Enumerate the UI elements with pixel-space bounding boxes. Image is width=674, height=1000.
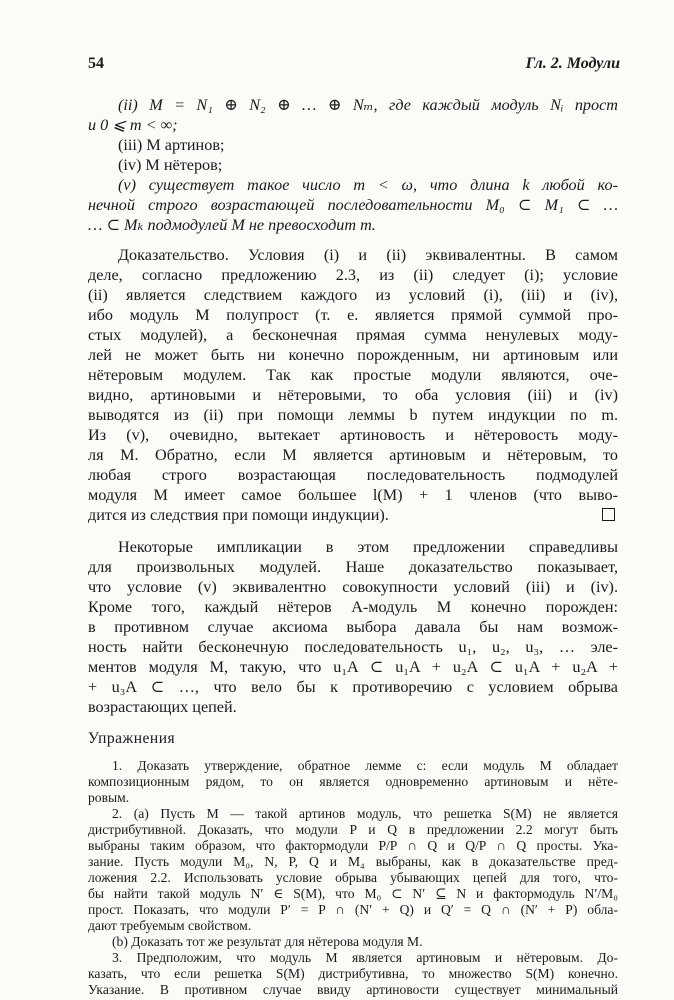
condition-v: (v) существует такое число m < ω, что длина k любой ко- [118,176,618,194]
proof-line: стых модулей), а бесконечная прямая сумма ненулевых моду- [88,326,618,344]
exercise-line: дают требуемым свойством. [88,918,252,933]
remark-line: + u₃A ⊂ …, что вело бы к противоречию с условием обрыва [88,678,618,696]
proof-line: Доказательство. Условия (i) и (ii) эквивалентны. В самом [118,246,618,264]
proof-line: видно, артиновыми и нётеровыми, то оба условия (iii) и (iv) [88,386,618,404]
exercises-heading: Упражнения [88,730,176,747]
remark-line: Кроме того, каждый нётеров A-модуль M конечно порожден: [88,598,618,616]
page-number: 54 [88,55,104,72]
proof-line: лей не может быть ни конечно порожденным, ни артиновым или [88,346,618,364]
proof-line: (ii) является следствием каждого из условий (i), (iii) и (iv), [88,286,618,304]
condition-v-end: … ⊂ Mₖ подмодулей M не превосходит m. [88,216,376,234]
exercise-line: бы найти такой модуль N′ ∈ S(M), что M₀ ⊂ N′ ⊆ N и фактормодуль N′/M₀ [88,886,618,901]
exercise-line: 1. Доказать утверждение, обратное лемме c: если модуль M обладает [112,758,618,773]
remark-line: возрастающих цепей. [88,698,237,716]
proof-line: деле, согласно предложению 2.3, из (ii) следует (i); условие [88,266,618,284]
remark-line: ментов модуля M, такую, что u₁A ⊂ u₁A + u₂A ⊂ u₁A + u₂A + [88,658,618,676]
condition-iii: (iii) M артинов; [118,136,225,154]
exercise-line: выбраны таким образом, что фактормодули P/P ∩ Q и Q/P ∩ Q просты. Ука- [88,838,618,853]
exercise-line: казать, что если решетка S(M) дистрибутивна, то множество S(M) конечно. [88,966,618,981]
proof-line: дится из следствия при помощи индукции). [88,506,389,524]
proof-line: Из (v), очевидно, вытекает артиновость и нётеровость моду- [88,426,618,444]
proof-line: нётеровым модулем. Так как простые модули являются, оче- [88,366,618,384]
exercise-line: Указание. В противном случае ввиду артиновости существует минимальный [88,982,618,997]
exercise-line: (b) Доказать тот же результат для нётерова модуля M. [112,934,423,949]
exercise-line: композиционным рядом, то он является одновременно артиновым и нёте- [88,774,618,789]
proof-line: выводятся из (ii) при помощи леммы b путем индукции по m. [88,406,618,424]
exercise-line: дистрибутивной. Доказать, что модули P и Q в предложении 2.2 могут быть [88,822,618,837]
proof-line: модуля M имеет самое большее l(M) + 1 членов (что выво- [88,486,618,504]
remark-line: в противном случае аксиома выбора давала бы нам возмож- [88,618,618,636]
remark-line: для произвольных модулей. Наше доказательство показывает, [88,558,618,576]
exercise-line: ровым. [88,790,130,805]
proof-line: любая строго возрастающая последовательность подмодулей [88,466,618,484]
exercise-line: прост. Показать, что модули P′ = P ∩ (N′ + Q) и Q′ = Q ∩ (N′ + P) обла- [88,902,618,917]
exercise-line: ложения 2.2. Использовать условие обрыва убывающих цепей для того, что- [88,870,618,885]
exercise-line: 3. Предположим, что модуль M является артиновым и нётеровым. До- [112,950,618,965]
proof-line: ибо модуль M полупрост (т. е. является прямой суммой про- [88,306,618,324]
running-head: Гл. 2. Модули [525,55,620,72]
exercise-line: зание. Пусть модули M₀, N, P, Q и M₄ выбраны, как в доказательстве пред- [88,854,618,869]
proof-line: ля M. Обратно, если M является артиновым и нётеровым, то [88,446,618,464]
qed-square-icon [602,508,615,521]
exercise-line: 2. (a) Пусть M — такой артинов модуль, что решетка S(M) не является [112,806,618,821]
condition-ii-cont: и 0 ⩽ m < ∞; [88,116,178,134]
condition-ii: (ii) M = N₁ ⊕ N₂ ⊕ … ⊕ Nₘ, где каждый модуль Nᵢ прост [118,96,618,114]
remark-line: Некоторые импликации в этом предложении справедливы [118,538,618,556]
remark-line: что условие (v) эквивалентно совокупности условий (iii) и (iv). [88,578,618,596]
condition-v-cont: нечной строго возрастающей последовательности M₀ ⊂ M₁ ⊂ … [88,196,618,214]
condition-iv: (iv) M нётеров; [118,156,223,174]
remark-line: ность найти бесконечную последовательность u₁, u₂, u₃, … эле- [88,638,618,656]
